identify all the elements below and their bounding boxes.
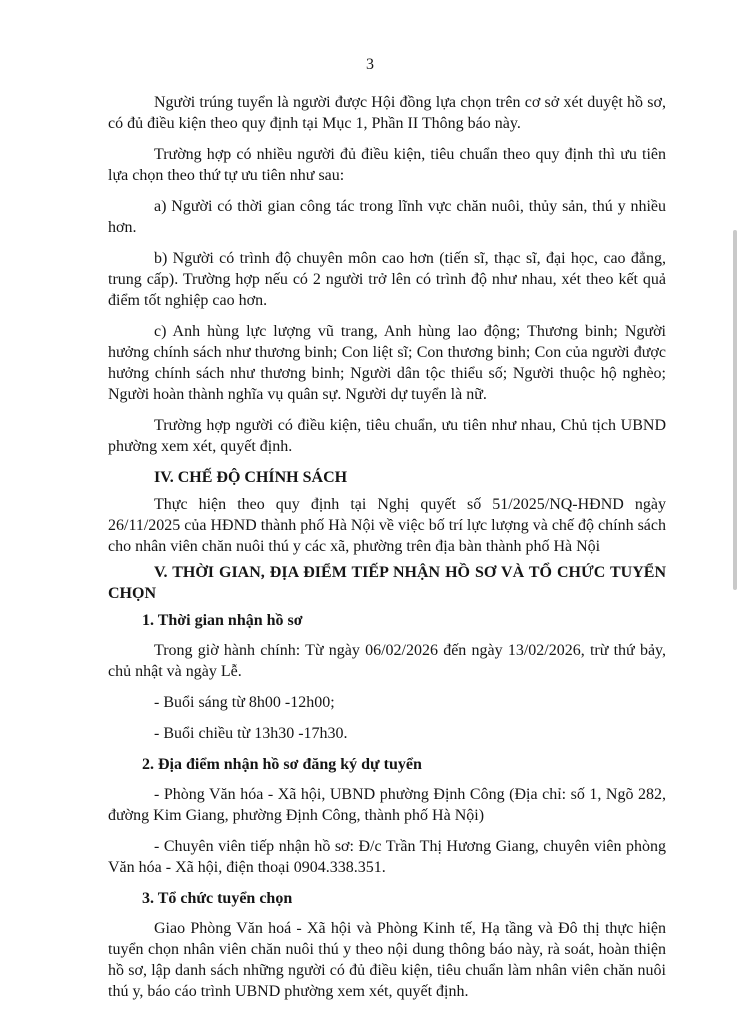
subsection-time-heading: 1. Thời gian nhận hồ sơ [142,612,303,629]
location-contact: - Chuyên viên tiếp nhận hồ sơ: Đ/c Trần Thị Hương Giang, chuyên viên phòng Văn hóa - Xã hội, điện thoại 0904.338.351. [108,838,666,876]
scrollbar[interactable] [733,230,737,590]
page-number: 3 [366,56,374,73]
section-4-text: Thực hiện theo quy định tại Nghị quyết số 51/2025/NQ-HĐND ngày 26/11/2025 của HĐND thành phố Hà Nội về việc bố trí lực lượng và chế độ chính sách cho nhân viên chăn nuôi thú y các xã, phường trên địa bàn thành phố Hà Nội [108,496,666,555]
paragraph-winner-definition: Người trúng tuyển là người được Hội đồng lựa chọn trên cơ sở xét duyệt hồ sơ, có đủ điều kiện theo quy định tại Mục 1, Phần II Thông báo này. [108,94,666,132]
morning-hours: - Buổi sáng từ 8h00 -12h00; [154,694,335,711]
section-5-heading: V. THỜI GIAN, ĐỊA ĐIỂM TIẾP NHẬN HỒ SƠ VÀ TỔ CHỨC TUYỂN CHỌN [108,564,666,602]
document-body [108,92,666,1012]
section-4-heading: IV. CHẾ ĐỘ CHÍNH SÁCH [154,469,348,486]
afternoon-hours: - Buổi chiều từ 13h30 -17h30. [154,725,348,742]
subsection-time-text: Trong giờ hành chính: Từ ngày 06/02/2026 đến ngày 13/02/2026, trừ thứ bảy, chủ nhật và ngày Lễ. [108,642,666,680]
paragraph-priority-b: b) Người có trình độ chuyên môn cao hơn (tiến sĩ, thạc sĩ, đại học, cao đẳng, trung cấp). Trường hợp nếu có 2 người trở lên có trình độ như nhau, xét theo kết quả điểm tốt nghiệp cao hơn. [108,250,666,309]
subsection-organize-text: Giao Phòng Văn hoá - Xã hội và Phòng Kinh tế, Hạ tầng và Đô thị thực hiện tuyển chọn nhân viên chăn nuôi thú y theo nội dung thông báo này, rà soát, hoàn thiện hồ sơ, lập danh sách những người có đủ điều kiện, tiêu chuẩn làm nhân viên chăn nuôi thú y, báo cáo trình UBND phường xem xét, quyết định. [108,920,666,1000]
paragraph-priority-intro: Trường hợp có nhiều người đủ điều kiện, tiêu chuẩn theo quy định thì ưu tiên lựa chọn theo thứ tự ưu tiên như sau: [108,146,666,184]
paragraph-equal-case: Trường hợp người có điều kiện, tiêu chuẩn, ưu tiên như nhau, Chủ tịch UBND phường xem xét, quyết định. [108,417,666,455]
subsection-location-heading: 2. Địa điểm nhận hồ sơ đăng ký dự tuyển [142,756,422,773]
location-address: - Phòng Văn hóa - Xã hội, UBND phường Định Công (Địa chỉ: số 1, Ngõ 282, đường Kim Giang, phường Định Công, thành phố Hà Nội) [108,786,666,824]
subsection-organize-heading: 3. Tổ chức tuyển chọn [142,890,293,907]
paragraph-priority-a: a) Người có thời gian công tác trong lĩnh vực chăn nuôi, thủy sản, thú y nhiều hơn. [108,198,666,236]
paragraph-priority-c: c) Anh hùng lực lượng vũ trang, Anh hùng lao động; Thương binh; Người hưởng chính sách như thương binh; Con liệt sĩ; Con thương binh; Con của người được hưởng chính sách như thương binh; Người dân tộc thiểu số; Người thuộc hộ nghèo; Người hoàn thành nghĩa vụ quân sự. Người dự tuyển là nữ. [108,323,666,403]
